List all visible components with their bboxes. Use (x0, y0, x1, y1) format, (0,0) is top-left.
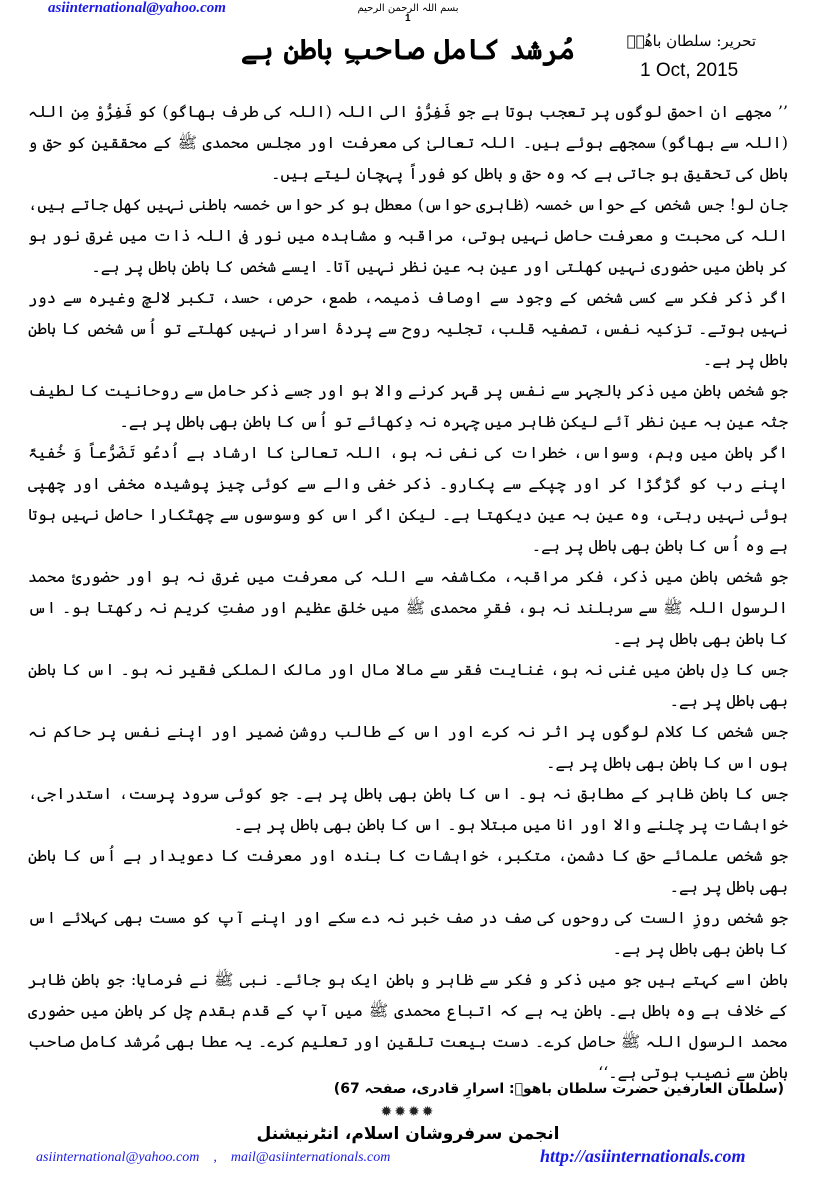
footer-separator: , (213, 1150, 217, 1165)
footer-email-link-2[interactable]: mail@asiinternationals.com (230, 1150, 391, 1165)
author-byline: تحریر: سلطان باھُوؒ (626, 32, 756, 50)
paragraph: ’’ مجھے ان احمق لوگوں پر تعجب ہوتا ہے جو فَفِرُّوْ الی اللہ (اللہ کی طرف بھاگو) کو فَفِرُّوْ مِن اللہ (اللہ سے بھاگو) سمجھے ہوئے ہیں۔ اللہ تعالیٰ کی معرفت اور مجلس محمدی ﷺ کے محققین کو حق و باطل کی تحقیق ہو جاتی ہے کہ وہ حق و باطل کو فوراً پہچان لیتے ہیں۔ (28, 102, 788, 183)
header-email-link[interactable]: asiinternational@yahoo.com (48, 0, 226, 16)
paragraph: جو شخص باطن میں ذکر بالجہر سے نفس پر قہر کرنے والا ہو اور جسے ذکر حامل سے روحانیت کا لطیف جثہ عین بہ عین نظر آئے لیکن ظاہر میں چہرہ نہ دِکھائے تو اُس کا باطن بھی باطل پر ہے۔ (28, 381, 788, 431)
website-link[interactable]: http://asiinternationals.com (540, 1146, 746, 1166)
source-citation: (سلطان العارفین حضرت سلطان باھوؒ: اسرارِ قادری، صفحہ 67) (333, 1081, 784, 1097)
paragraph: جس شخص کا کلام لوگوں پر اثر نہ کرے اور اس کے طالب روشن ضمیر اور اپنے نفس پر حاکم نہ ہوں اس کا باطن بھی باطل پر ہے۔ (28, 722, 788, 772)
page-number: 1 (405, 13, 411, 24)
footer-emails (36, 1150, 390, 1166)
paragraph: جس کا دِل باطن میں غنی نہ ہو، غنایت فقر سے مالا مال اور مالک الملکی فقیر نہ ہو۔ اس کا باطن بھی باطل پر ہے۔ (28, 660, 788, 710)
ornament-divider-icon: ✹✹✹✹ (380, 1104, 436, 1120)
paragraph: باطن اسے کہتے ہیں جو میں ذکر و فکر سے ظاہر و باطن ایک ہو جائے۔ نبی ﷺ نے فرمایا: جو باطن ظاہر کے خلاف ہے وہ باطل ہے۔ باطن یہ ہے کہ اتباع محمدی ﷺ میں آپ کے قدم بقدم چل کر باطن میں حضوری محمد الرسول اللہ ﷺ حاصل کرے۔ دست بیعت تلقین اور تعلیم کرے۔ یہ عطا بھی مُرشد کامل صاحب باطن سے نصیب ہوتی ہے۔‘‘ (28, 970, 789, 1082)
paragraph: جس کا باطن ظاہر کے مطابق نہ ہو۔ اس کا باطن بھی باطل پر ہے۔ جو کوئی سرود پرست، استدراجی، خواہشات پر چلنے والا اور انا میں مبتلا ہو۔ اس کا باطن بھی باطل پر ہے۔ (28, 784, 788, 834)
paragraph: اگر ذکر فکر سے کسی شخص کے وجود سے اوصاف ذمیمہ، طمع، حرص، حسد، تکبر لالچ وغیرہ سے دور نہیں ہوتے۔ تزکیہ نفس، تصفیہ قلب، تجلیہ روح سے پردۂ اسرار نہیں کھلتے تو اُس شخص کا باطن باطل پر ہے۔ (28, 288, 788, 369)
paragraph: اگر باطن میں وہم، وسواس، خطرات کی نفی نہ ہو، اللہ تعالیٰ کا ارشاد ہے اُدعُو تَضَرُّعاً وَ خُفیۃً اپنے رب کو گڑگڑا کر اور چپکے سے پکارو۔ ذکر خفی والے سے کوئی چیز پوشیدہ مخفی اور چھپی ہوئی نہیں رہتی، وہ عین بہ عین دیکھتا ہے۔ لیکن اگر اس کو وسوسوں سے چھٹکارا حاصل نہیں ہوتا ہے وہ اُس کا باطن بھی باطل پر ہے۔ (28, 443, 789, 555)
paragraph: جان لو! جس شخص کے حواس خمسہ (ظاہری حواس) معطل ہو کر حواس خمسہ باطنی نہیں کھل جاتے ہیں، اللہ کی محبت و معرفت حاصل نہیں ہوتی، مراقبہ و مشاہدہ میں نور فی اللہ ذات میں غرق نور ہو کر باطن میں حضوری نہیں کھلتی اور عین بہ عین نظر نہیں آتا۔ ایسے شخص کا باطن باطل پر ہے۔ (28, 195, 788, 276)
article-body (28, 96, 788, 1088)
page-title: مُرشد کامل صاحبِ باطن ہے (240, 33, 576, 66)
footer-email-link-1[interactable]: asiinternational@yahoo.com (36, 1150, 200, 1165)
paragraph: جو شخص علمائے حق کا دشمن، متکبر، خواہشات کا بندہ اور معرفت کا دعویدار ہے اُس کا باطن بھی باطل پر ہے۔ (28, 846, 788, 896)
organization-name: انجمن سرفروشان اسلام، انٹرنیشنل (256, 1124, 560, 1144)
paragraph: جو شخص باطن میں ذکر، فکر مراقبہ، مکاشفہ سے اللہ کی معرفت میں غرق نہ ہو اور حضوریٔ محمد الرسول اللہ ﷺ سے سربلند نہ ہو، فقرِ محمدی ﷺ میں خلق عظیم اور صفتِ کریم نہ رکھتا ہو۔ اس کا باطن بھی باطل پر ہے۔ (28, 567, 788, 648)
bismillah: بسم اللہ الرحمن الرحیم (357, 3, 459, 14)
publish-date: 1 Oct, 2015 (640, 60, 739, 81)
paragraph: جو شخص روزِ الست کی روحوں کی صف در صف خبر نہ دے سکے اور اپنے آپ کو مست بھی کہلائے اس کا باطن بھی باطل پر ہے۔ (28, 908, 788, 958)
